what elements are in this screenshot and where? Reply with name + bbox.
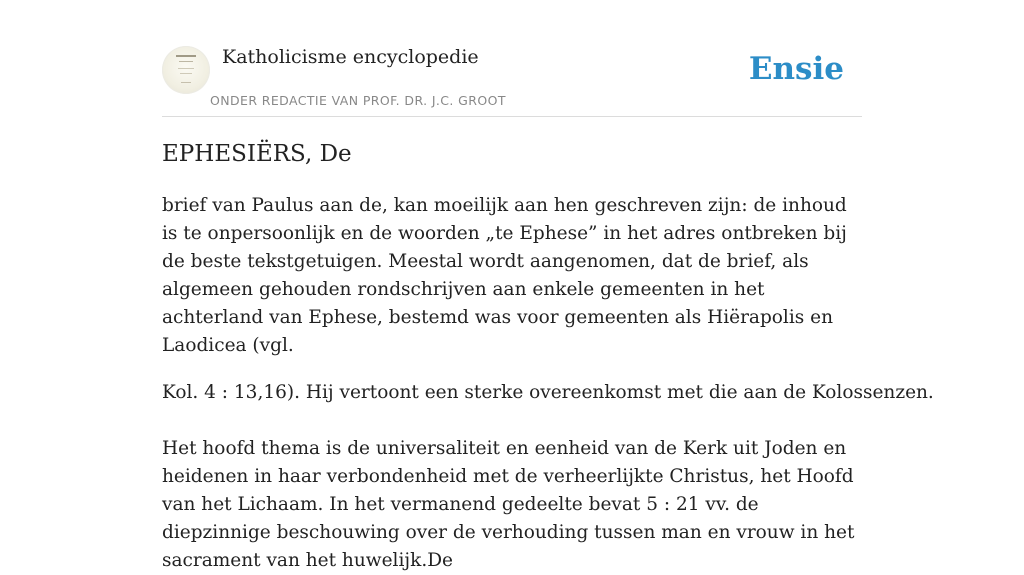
article xyxy=(162,138,934,575)
article-paragraph-2: Kol. 4 : 13,16). Hij vertoont een sterke overeenkomst met die aan de Kolossenzen. xyxy=(162,382,934,403)
article-title: EPHESIËRS, De xyxy=(162,141,352,167)
article-paragraph-1: brief van Paulus aan de, kan moeilijk aan hen geschreven zijn: de inhoud is te onpersoonlijk en de woorden „te Ephese” in het adres ontbreken bij de beste tekstgetuigen. Meestal wordt aangenomen, dat de brief, als algemeen gehouden rondschrijven aan enkele gemeenten in het achterland van Ephese, bestemd was voor gemeenten als Hiërapolis en Laodicea (vgl. xyxy=(162,195,847,356)
encyclopedia-title-link[interactable]: Katholicisme encyclopedie xyxy=(222,46,479,68)
encyclopedia-editor-subtitle: ONDER REDACTIE VAN PROF. DR. J.C. GROOT xyxy=(210,93,506,108)
book-cover-icon[interactable] xyxy=(162,46,210,94)
article-paragraph-3: Het hoofd thema is de universaliteit en eenheid van de Kerk uit Joden en heidenen in haar verbondenheid met de verheerlijkte Christus, het Hoofd van het Lichaam. In het vermanend gedeelte bevat 5 : 21 vv. de diepzinnige beschouwing over de verhouding tussen man en vrouw in het sacrament van het huwelijk.De xyxy=(162,438,855,571)
site-header xyxy=(162,40,862,117)
ensie-logo-link[interactable]: Ensie xyxy=(748,51,844,87)
